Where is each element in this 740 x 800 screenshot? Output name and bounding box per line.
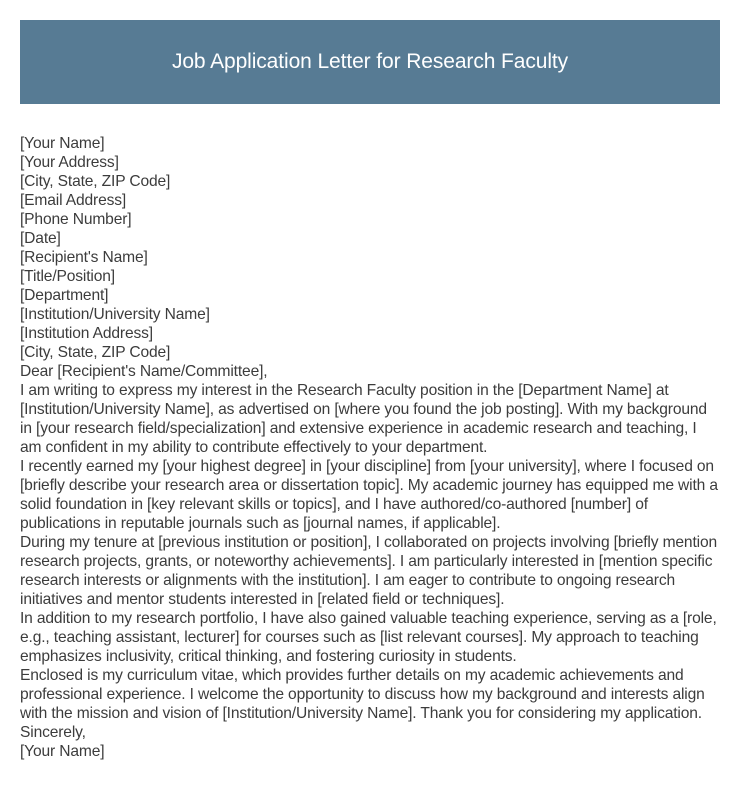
closing: Sincerely, [20, 724, 86, 741]
paragraph-education: I recently earned my [your highest degree] in [your discipline] from [your university], where I focused on [briefly describe your research area or dissertation topic]. My academic journey has equipped me with a solid foundation in [key relevant skills or topics], and I have authored/co-authored [number] of publications in reputable journals such as [journal names, if applicable]. [20, 458, 718, 532]
letter-body [20, 134, 720, 761]
salutation: Dear [Recipient's Name/Committee], [20, 363, 268, 380]
sender-city-state-zip: [City, State, ZIP Code] [20, 173, 171, 190]
recipient-institution: [Institution/University Name] [20, 306, 210, 323]
letter-date: [Date] [20, 230, 61, 247]
paragraph-research-experience: During my tenure at [previous institution or position], I collaborated on projects involving [briefly mention research projects, grants, or noteworthy achievements]. I am particularly interested in [mention specific research interests or alignments with the institution]. I am eager to contribute to ongoing research initiatives and mentor students interested in [related field or techniques]. [20, 534, 717, 608]
recipient-address: [Institution Address] [20, 325, 153, 342]
sender-phone: [Phone Number] [20, 211, 132, 228]
signature: [Your Name] [20, 743, 105, 760]
recipient-title: [Title/Position] [20, 268, 115, 285]
header-banner [20, 20, 720, 104]
sender-name: [Your Name] [20, 135, 105, 152]
page-title: Job Application Letter for Research Faculty [171, 50, 569, 73]
recipient-city-state-zip: [City, State, ZIP Code] [20, 344, 171, 361]
sender-block [20, 134, 720, 248]
sender-address: [Your Address] [20, 154, 119, 171]
paragraph-conclusion: Enclosed is my curriculum vitae, which provides further details on my academic achievements and professional experience. I welcome the opportunity to discuss how my background and interests align with the mission and vision of [Institution/University Name]. Thank you for considering my application. [20, 667, 705, 722]
recipient-block [20, 248, 720, 362]
paragraph-introduction: I am writing to express my interest in the Research Faculty position in the [Department Name] at [Institution/University Name], as advertised on [where you found the job posting]. With my background in [your research field/specialization] and extensive experience in academic research and teaching, I am confident in my ability to contribute effectively to your department. [20, 382, 707, 456]
paragraph-teaching: In addition to my research portfolio, I have also gained valuable teaching experience, serving as a [role, e.g., teaching assistant, lecturer] for courses such as [list relevant courses]. My approach to teaching emphasizes inclusivity, critical thinking, and fostering curiosity in students. [20, 610, 717, 665]
recipient-name: [Recipient's Name] [20, 249, 148, 266]
recipient-department: [Department] [20, 287, 109, 304]
sender-email: [Email Address] [20, 192, 127, 209]
